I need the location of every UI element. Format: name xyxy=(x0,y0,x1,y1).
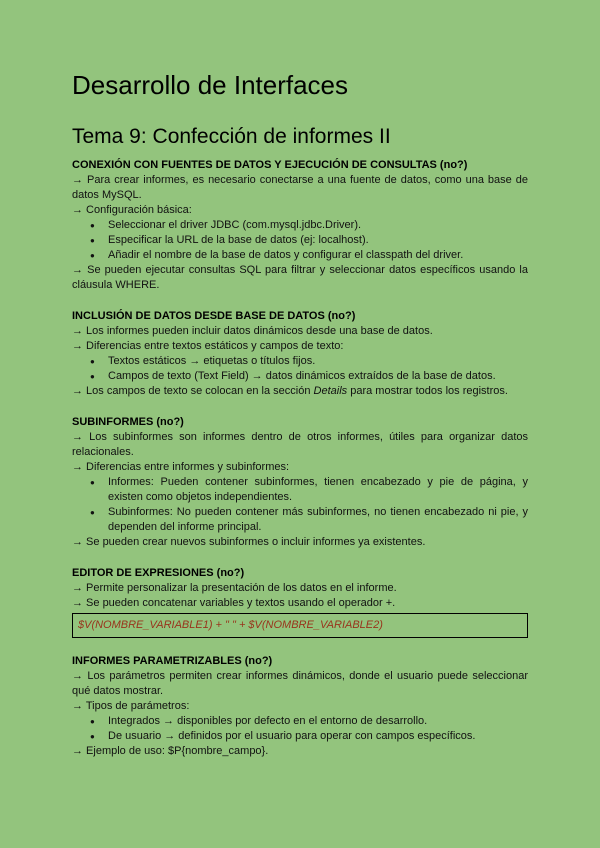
paragraph: → Permite personalizar la presentación de los datos en el informe. xyxy=(72,582,397,594)
section-editor xyxy=(72,566,528,638)
section-heading: CONEXIÓN CON FUENTES DE DATOS Y EJECUCIÓN DE CONSULTAS (no?) xyxy=(72,159,468,171)
list-item: ● Seleccionar el driver JDBC (com.mysql.jdbc.Driver). xyxy=(108,218,528,233)
paragraph: → Se pueden crear nuevos subinformes o incluir informes ya existentes. xyxy=(72,536,426,548)
section-heading: INFORMES PARAMETRIZABLES (no?) xyxy=(72,655,273,667)
paragraph: → Los parámetros permiten crear informes dinámicos, donde el usuario puede seleccionar qué datos mostrar. xyxy=(72,670,528,697)
paragraph: → Tipos de parámetros: xyxy=(72,700,190,712)
paragraph: → Los informes pueden incluir datos dinámicos desde una base de datos. xyxy=(72,325,433,337)
list-item: ● Especificar la URL de la base de datos (ej: localhost). xyxy=(108,233,528,248)
section-subinformes xyxy=(72,415,528,550)
section-heading: SUBINFORMES (no?) xyxy=(72,416,184,428)
bullet-list xyxy=(72,714,528,744)
list-item: ● Informes: Pueden contener subinformes, tienen encabezado y pie de página, y existen como objetos independientes. xyxy=(108,475,528,505)
topic-title: Tema 9: Confección de informes II xyxy=(72,125,391,148)
list-item: ● Campos de texto (Text Field) → datos dinámicos extraídos de la base de datos. xyxy=(108,369,528,384)
paragraph: → Diferencias entre textos estáticos y campos de texto: xyxy=(72,340,344,352)
details-emphasis: Details xyxy=(313,385,348,397)
paragraph: → Se pueden concatenar variables y textos usando el operador +. xyxy=(72,597,396,609)
code-expression-box: $V(NOMBRE_VARIABLE1) + " " + $V(NOMBRE_VARIABLE2) xyxy=(72,613,528,638)
list-item: ● Integrados → disponibles por defecto en el entorno de desarrollo. xyxy=(108,714,528,729)
document-title: Desarrollo de Interfaces xyxy=(72,70,349,100)
section-conexion xyxy=(72,158,528,293)
bullet-list xyxy=(72,354,528,384)
list-item: ● Textos estáticos → etiquetas o títulos fijos. xyxy=(108,354,528,369)
list-item: ● Añadir el nombre de la base de datos y configurar el classpath del driver. xyxy=(108,248,528,263)
section-heading: INCLUSIÓN DE DATOS DESDE BASE DE DATOS (no?) xyxy=(72,310,356,322)
paragraph: → Los subinformes son informes dentro de otros informes, útiles para organizar datos relacionales. xyxy=(72,431,528,458)
bullet-list xyxy=(72,218,528,263)
paragraph: → Ejemplo de uso: $P{nombre_campo}. xyxy=(72,745,269,757)
bullet-list xyxy=(72,475,528,535)
paragraph: → Diferencias entre informes y subinformes: xyxy=(72,461,290,473)
paragraph: → Se pueden ejecutar consultas SQL para filtrar y seleccionar datos específicos usando la cláusula WHERE. xyxy=(72,264,528,291)
text-span: para mostrar todos los registros. xyxy=(347,385,508,397)
text-span: → Los campos de texto se colocan en la sección xyxy=(72,385,314,397)
paragraph: → Configuración básica: xyxy=(72,204,192,216)
list-item: ● De usuario → definidos por el usuario para operar con campos específicos. xyxy=(108,729,528,744)
section-heading: EDITOR DE EXPRESIONES (no?) xyxy=(72,567,245,579)
paragraph xyxy=(72,384,528,399)
section-parametrizables xyxy=(72,654,528,759)
document-body xyxy=(72,158,528,775)
paragraph: → Para crear informes, es necesario conectarse a una fuente de datos, como una base de datos MySQL. xyxy=(72,174,528,201)
section-inclusion xyxy=(72,309,528,399)
list-item: ● Subinformes: No pueden contener más subinformes, no tienen encabezado ni pie, y dependen del informe principal. xyxy=(108,505,528,535)
